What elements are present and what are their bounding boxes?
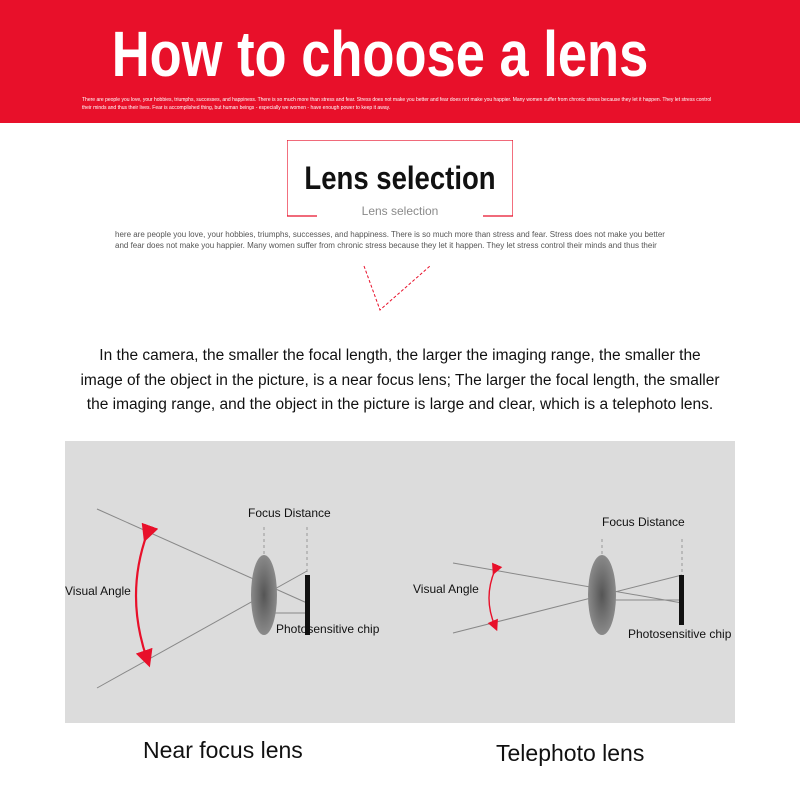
near-lens [251, 555, 277, 635]
near-focus-diagram [97, 509, 310, 688]
page-title: How to choose a lens [111, 18, 649, 90]
section-subtitle: Lens selection [361, 204, 439, 218]
near-angle-arc [136, 534, 147, 659]
tele-visual-angle-label: Visual Angle [413, 582, 479, 596]
header-banner [0, 0, 800, 123]
telephoto-diagram [453, 539, 684, 635]
near-visual-angle-label: Visual Angle [65, 584, 131, 598]
lens-diagram-drawing [65, 441, 735, 723]
tele-focus-distance-label: Focus Distance [602, 515, 685, 529]
tele-chip [679, 575, 684, 625]
tele-ray-bottom [453, 575, 682, 633]
description-text [60, 344, 740, 418]
description-line: In the camera, the smaller the focal length, the larger the imaging range, the smaller the [99, 347, 701, 364]
chevron-down-icon [360, 262, 440, 314]
section-paragraph-line: here are people you love, your hobbies, triumphs, successes, and happiness. There is so much more than stress and fear. Stress does not make you better [115, 230, 665, 239]
header-subtitle: There are people you love, your hobbies, triumphs, successes, and happiness. There is so much more than stress and fear. Stress does not make you better and fear does not make you happier. Many women suffer from chronic stress because they let it happen. They let stress control their minds and thus their lives. Fear is accomplished thing, but human beings - especially we women - have enough power to keep it away. [82, 97, 712, 111]
section-paragraph [115, 229, 695, 251]
tele-angle-arc [489, 570, 495, 626]
near-focus-caption: Near focus lens [143, 737, 303, 763]
section-paragraph-line: and fear does not make you happier. Many women suffer from chronic stress because they let it happen. They let stress control their minds and thus their [115, 241, 657, 250]
near-focus-distance-label: Focus Distance [248, 506, 331, 520]
tele-lens [588, 555, 616, 635]
near-chip-label: Photosensitive chip [276, 622, 380, 636]
tele-chip-label: Photosensitive chip [628, 627, 732, 641]
telephoto-caption: Telephoto lens [496, 740, 645, 766]
lens-diagram [65, 441, 735, 723]
lens-selection-frame [287, 140, 513, 216]
tele-ray-top [453, 563, 682, 603]
section-title: Lens selection [304, 160, 496, 196]
description-line: image of the object in the picture, is a near focus lens; The larger the focal length, the smaller [80, 371, 720, 389]
description-line: the imaging range, and the object in the picture is large and clear, which is a telephoto lens. [86, 396, 714, 413]
